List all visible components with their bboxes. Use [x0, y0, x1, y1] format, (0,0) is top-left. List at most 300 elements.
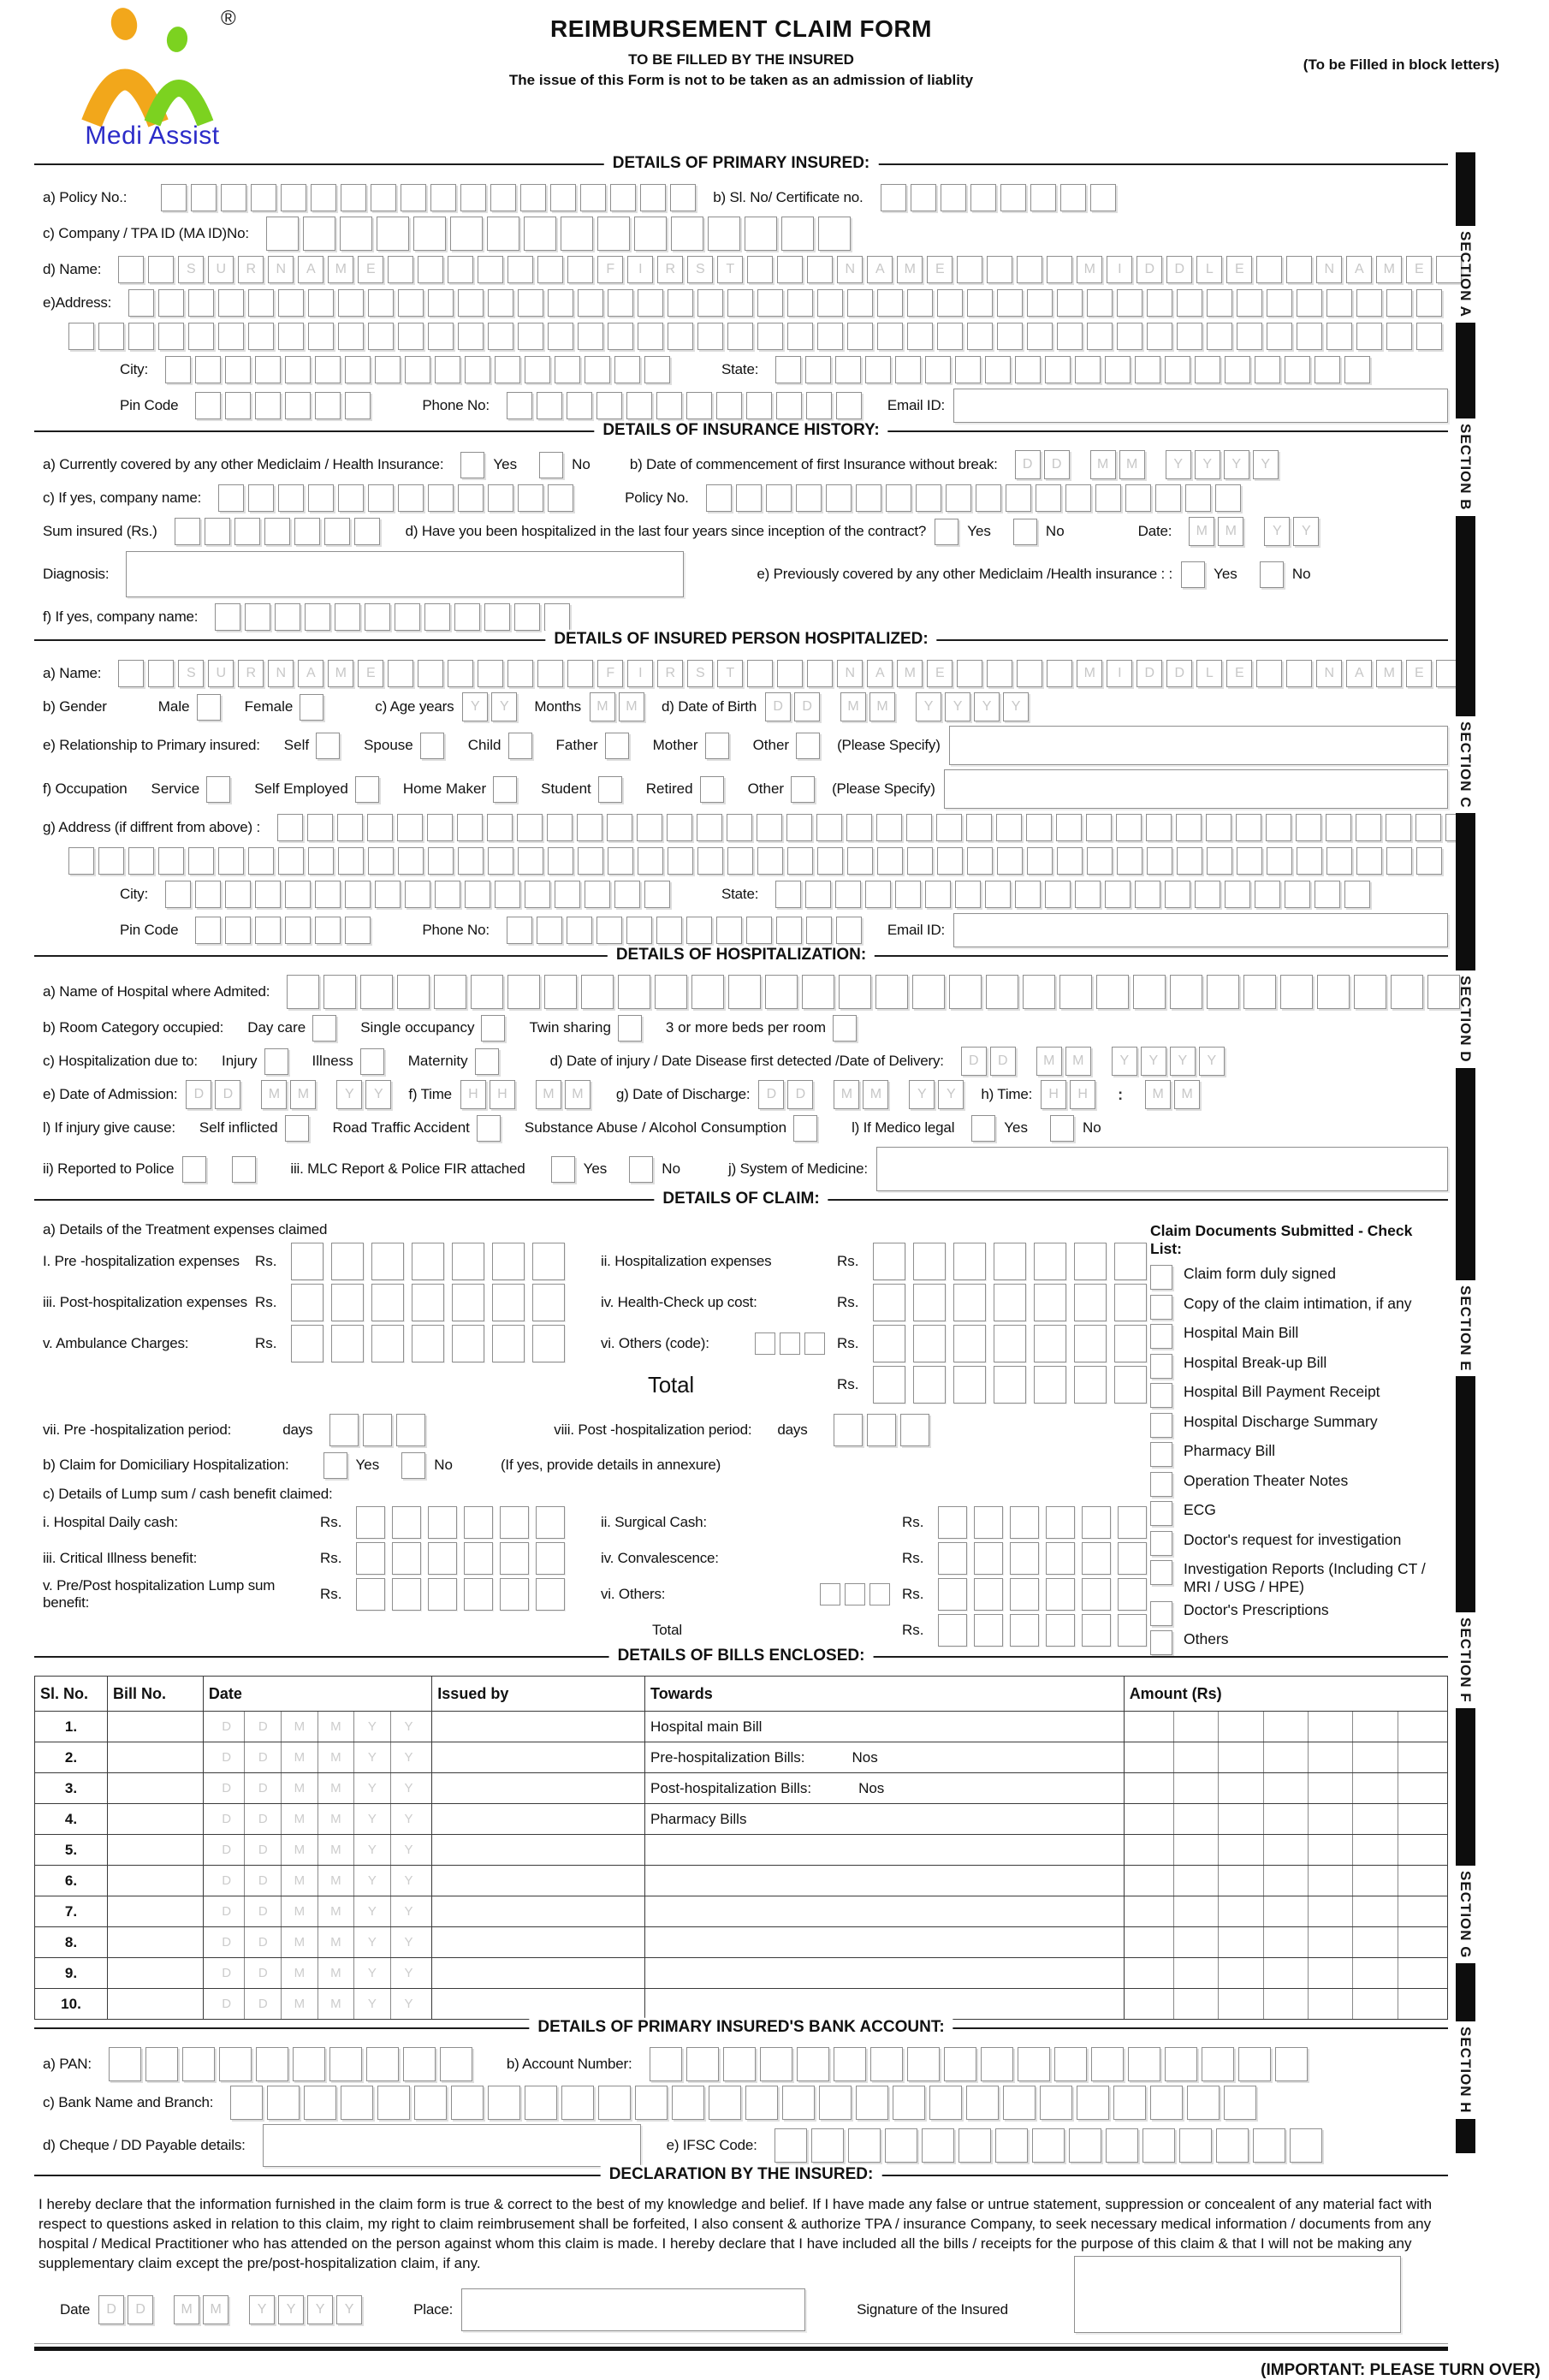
bill-towards-cell[interactable] — [645, 1866, 1125, 1896]
char-box[interactable] — [1034, 1366, 1066, 1404]
checklist-checkbox[interactable] — [1150, 1265, 1172, 1290]
char-box[interactable]: U — [208, 660, 234, 687]
char-box[interactable] — [925, 356, 951, 383]
char-box[interactable]: M — [1077, 660, 1102, 687]
char-box[interactable]: A — [1346, 660, 1372, 687]
amount-subcell[interactable] — [1263, 1712, 1308, 1742]
char-box[interactable] — [1150, 2086, 1183, 2120]
char-box[interactable] — [826, 484, 852, 512]
sum-insured-input[interactable] — [175, 518, 380, 545]
char-box[interactable] — [787, 323, 813, 350]
char-box[interactable] — [371, 1325, 404, 1362]
char-box[interactable] — [338, 484, 364, 512]
char-box[interactable] — [492, 1284, 525, 1321]
char-box[interactable] — [1087, 289, 1113, 317]
option-checkbox[interactable] — [285, 1115, 309, 1142]
char-box[interactable] — [532, 1325, 565, 1362]
char-box[interactable] — [428, 1578, 457, 1611]
amount-subcell[interactable] — [1352, 1989, 1397, 2019]
name-input[interactable] — [118, 256, 1462, 283]
char-box[interactable] — [1091, 2047, 1124, 2081]
char-box[interactable] — [578, 289, 603, 317]
bill-amount-cell[interactable] — [1124, 1804, 1447, 1835]
date-subcell[interactable]: D — [244, 1835, 281, 1865]
char-box[interactable] — [487, 217, 519, 251]
critical-illness-input[interactable] — [356, 1542, 565, 1575]
char-box[interactable] — [532, 1284, 565, 1321]
patient-email-input[interactable] — [953, 913, 1448, 947]
char-box[interactable] — [392, 1578, 421, 1611]
char-box[interactable] — [913, 1284, 946, 1321]
phone-input[interactable] — [507, 392, 862, 419]
amount-subcell[interactable] — [1352, 1896, 1397, 1926]
no-checkbox[interactable] — [1260, 561, 1284, 588]
char-box[interactable] — [548, 289, 573, 317]
char-box[interactable] — [1155, 484, 1181, 512]
char-box[interactable] — [697, 323, 723, 350]
char-box[interactable] — [1170, 975, 1202, 1009]
char-box[interactable] — [835, 881, 861, 908]
char-box[interactable] — [287, 975, 319, 1009]
date-subcell[interactable]: Y — [390, 1773, 427, 1803]
char-box[interactable] — [375, 881, 401, 908]
char-box[interactable] — [248, 289, 274, 317]
checklist-checkbox[interactable] — [1150, 1501, 1172, 1526]
char-box[interactable]: D — [765, 692, 791, 721]
char-box[interactable] — [218, 484, 244, 512]
amount-subcell[interactable] — [1173, 1896, 1218, 1926]
date-subcell[interactable]: D — [222, 1997, 232, 2011]
char-box[interactable] — [1027, 289, 1053, 317]
char-box[interactable] — [418, 660, 443, 687]
amount-subcell[interactable] — [1130, 1989, 1173, 2019]
char-box[interactable] — [1105, 356, 1131, 383]
char-box[interactable] — [412, 1325, 444, 1362]
bill-amount-cell[interactable] — [1124, 1742, 1447, 1773]
char-box[interactable] — [484, 603, 510, 631]
char-box[interactable] — [1207, 847, 1232, 875]
char-box[interactable] — [1082, 1506, 1111, 1539]
char-box[interactable]: D — [1166, 256, 1192, 283]
char-box[interactable] — [1135, 881, 1160, 908]
char-box[interactable] — [1128, 2047, 1160, 2081]
bill-date-cell[interactable] — [203, 1927, 431, 1958]
char-box[interactable] — [1165, 881, 1190, 908]
char-box[interactable] — [188, 289, 214, 317]
char-box[interactable] — [1356, 289, 1382, 317]
char-box[interactable] — [165, 356, 191, 383]
char-box[interactable] — [944, 2047, 976, 2081]
date-subcell[interactable]: Y — [353, 1958, 390, 1988]
bill-towards-cell[interactable]: Post-hospitalization Bills: Nos — [645, 1773, 1125, 1804]
char-box[interactable]: H — [490, 1080, 515, 1109]
char-box[interactable] — [434, 975, 466, 1009]
char-box[interactable] — [757, 847, 783, 875]
char-box[interactable] — [1105, 881, 1131, 908]
char-box[interactable] — [1146, 814, 1172, 841]
cheque-input[interactable] — [263, 2124, 641, 2167]
char-box[interactable] — [278, 323, 304, 350]
char-box[interactable] — [1034, 1325, 1066, 1362]
amount-subcell[interactable] — [1173, 1742, 1218, 1772]
char-box[interactable] — [807, 660, 833, 687]
amount-subcell[interactable] — [1218, 1927, 1262, 1957]
ambulance-input[interactable] — [291, 1325, 565, 1362]
char-box[interactable] — [536, 1542, 565, 1575]
char-box[interactable]: Y — [1170, 1047, 1196, 1076]
char-box[interactable] — [596, 917, 622, 944]
option-checkbox[interactable] — [360, 1048, 384, 1075]
dob-input[interactable] — [765, 692, 1029, 721]
char-box[interactable] — [913, 1243, 946, 1280]
char-box[interactable] — [518, 289, 543, 317]
char-box[interactable]: M — [1090, 450, 1116, 479]
char-box[interactable]: Y — [1166, 450, 1191, 479]
char-box[interactable]: D — [1137, 256, 1162, 283]
char-box[interactable] — [1237, 289, 1262, 317]
char-box[interactable]: Y — [1112, 1047, 1137, 1076]
char-box[interactable] — [248, 323, 274, 350]
ifyes-company2-input[interactable] — [215, 603, 570, 631]
char-box[interactable] — [955, 356, 981, 383]
char-box[interactable]: M — [1189, 517, 1214, 546]
char-box[interactable] — [464, 1578, 493, 1611]
yes-checkbox[interactable] — [935, 519, 958, 545]
char-box[interactable] — [1118, 1506, 1147, 1539]
char-box[interactable]: L — [1196, 256, 1222, 283]
date-subcell[interactable]: Y — [353, 1896, 390, 1926]
bill-towards-cell[interactable] — [645, 1989, 1125, 2020]
amount-subcell[interactable] — [1398, 1866, 1442, 1896]
char-box[interactable] — [873, 1366, 905, 1404]
char-box[interactable]: D — [128, 2295, 153, 2324]
char-box[interactable]: F — [597, 256, 623, 283]
char-box[interactable] — [895, 881, 921, 908]
char-box[interactable]: M — [203, 2295, 228, 2324]
char-box[interactable] — [1285, 356, 1310, 383]
char-box[interactable] — [345, 881, 371, 908]
occupation-options[interactable] — [128, 776, 816, 803]
char-box[interactable] — [1356, 847, 1382, 875]
char-box[interactable] — [356, 1578, 385, 1611]
decl-date-input[interactable] — [98, 2295, 362, 2324]
amount-subcell[interactable] — [1263, 1896, 1308, 1926]
char-box[interactable] — [395, 603, 420, 631]
char-box[interactable] — [1286, 660, 1312, 687]
bill-no-cell[interactable] — [107, 1896, 203, 1927]
char-box[interactable] — [585, 356, 610, 383]
amount-subcell[interactable] — [1263, 1927, 1308, 1957]
char-box[interactable] — [548, 847, 573, 875]
char-box[interactable] — [548, 323, 573, 350]
char-box[interactable] — [1118, 1578, 1147, 1611]
char-box[interactable]: M — [174, 2295, 199, 2324]
char-box[interactable] — [277, 814, 303, 841]
char-box[interactable] — [907, 2047, 940, 2081]
char-box[interactable] — [1090, 184, 1116, 211]
char-box[interactable] — [368, 323, 394, 350]
char-box[interactable] — [834, 1414, 863, 1446]
char-box[interactable] — [525, 881, 550, 908]
char-box[interactable] — [596, 392, 622, 419]
amount-subcell[interactable] — [1218, 1742, 1262, 1772]
date-subcell[interactable]: M — [318, 1989, 354, 2019]
char-box[interactable] — [392, 1542, 421, 1575]
char-box[interactable] — [148, 660, 174, 687]
char-box[interactable] — [614, 356, 640, 383]
char-box[interactable] — [1096, 975, 1129, 1009]
char-box[interactable] — [536, 1578, 565, 1611]
char-box[interactable] — [1117, 847, 1142, 875]
char-box[interactable]: L — [1196, 660, 1222, 687]
date-subcell[interactable]: M — [281, 1742, 318, 1772]
char-box[interactable] — [128, 847, 154, 875]
bill-amount-cell[interactable] — [1124, 1896, 1447, 1927]
char-box[interactable] — [1297, 323, 1322, 350]
date-subcell[interactable]: M — [318, 1742, 354, 1772]
char-box[interactable] — [697, 847, 723, 875]
char-box[interactable] — [775, 356, 801, 383]
diagnosis-input[interactable] — [126, 551, 684, 597]
char-box[interactable] — [365, 603, 390, 631]
char-box[interactable] — [307, 814, 333, 841]
char-box[interactable] — [550, 184, 576, 211]
char-box[interactable] — [610, 184, 636, 211]
char-box[interactable] — [760, 2047, 792, 2081]
char-box[interactable] — [967, 289, 993, 317]
char-box[interactable] — [805, 356, 831, 383]
char-box[interactable] — [281, 184, 306, 211]
char-box[interactable] — [1275, 2047, 1308, 2081]
admission-date-input[interactable] — [186, 1080, 391, 1109]
amount-subcell[interactable] — [1263, 1958, 1308, 1988]
amount-subcell[interactable] — [1398, 1712, 1442, 1742]
char-box[interactable] — [1047, 660, 1072, 687]
bill-towards-cell[interactable]: Hospital main Bill — [645, 1712, 1125, 1742]
char-box[interactable]: D — [990, 1047, 1016, 1076]
char-box[interactable] — [248, 847, 274, 875]
char-box[interactable] — [161, 184, 187, 211]
char-box[interactable] — [278, 484, 304, 512]
char-box[interactable] — [816, 814, 842, 841]
char-box[interactable]: D — [1166, 660, 1192, 687]
time-f-input[interactable] — [460, 1080, 591, 1109]
char-box[interactable] — [225, 917, 251, 944]
patient-address-input-2[interactable] — [68, 847, 1442, 875]
amount-subcell[interactable] — [1352, 1804, 1397, 1834]
char-box[interactable] — [356, 1506, 385, 1539]
char-box[interactable] — [781, 217, 814, 251]
char-box[interactable] — [806, 917, 832, 944]
char-box[interactable] — [994, 1243, 1026, 1280]
date-subcell[interactable]: M — [281, 1804, 318, 1834]
char-box[interactable] — [1255, 881, 1280, 908]
char-box[interactable]: M — [290, 1080, 316, 1109]
char-box[interactable]: Y — [336, 1080, 362, 1109]
char-box[interactable] — [938, 1542, 967, 1575]
char-box[interactable] — [458, 847, 484, 875]
age-months-input[interactable] — [590, 692, 644, 721]
date-subcell[interactable]: D — [222, 1966, 232, 1980]
date-subcell[interactable]: Y — [390, 1712, 427, 1742]
char-box[interactable]: N — [268, 660, 294, 687]
char-box[interactable] — [913, 1325, 946, 1362]
char-box[interactable] — [877, 289, 903, 317]
amount-subcell[interactable] — [1173, 1927, 1218, 1957]
char-box[interactable] — [893, 2086, 925, 2120]
date-subcell[interactable]: M — [318, 1896, 354, 1926]
char-box[interactable] — [995, 2128, 1028, 2163]
char-box[interactable] — [1082, 1578, 1111, 1611]
char-box[interactable] — [398, 323, 424, 350]
char-box[interactable] — [412, 1243, 444, 1280]
char-box[interactable]: A — [298, 256, 323, 283]
bill-no-cell[interactable] — [107, 1927, 203, 1958]
char-box[interactable] — [846, 814, 872, 841]
email-input[interactable] — [953, 389, 1448, 423]
date-subcell[interactable]: D — [244, 1958, 281, 1988]
date-subcell[interactable]: Y — [353, 1773, 390, 1803]
char-box[interactable] — [634, 217, 667, 251]
char-box[interactable]: Y — [491, 692, 517, 721]
char-box[interactable] — [555, 881, 580, 908]
char-box[interactable] — [1165, 356, 1190, 383]
char-box[interactable]: Y — [909, 1080, 935, 1109]
char-box[interactable] — [323, 975, 356, 1009]
char-box[interactable] — [230, 2086, 263, 2120]
pre-period-input[interactable] — [329, 1414, 425, 1446]
amount-subcell[interactable] — [1308, 1742, 1352, 1772]
signature-input[interactable] — [1074, 2256, 1401, 2333]
char-box[interactable] — [1077, 2086, 1109, 2120]
place-input[interactable] — [461, 2288, 805, 2331]
date-subcell[interactable]: D — [222, 1812, 232, 1826]
char-box[interactable] — [148, 256, 174, 283]
date-subcell[interactable]: M — [318, 1712, 354, 1742]
char-box[interactable] — [536, 1506, 565, 1539]
char-box[interactable] — [929, 2086, 962, 2120]
amount-subcell[interactable] — [1398, 1773, 1442, 1803]
amount-subcell[interactable] — [1352, 1958, 1397, 1988]
char-box[interactable] — [668, 847, 693, 875]
char-box[interactable] — [845, 1583, 865, 1605]
char-box[interactable] — [285, 356, 311, 383]
char-box[interactable] — [145, 2047, 178, 2081]
char-box[interactable] — [331, 1284, 364, 1321]
char-box[interactable] — [997, 847, 1023, 875]
char-box[interactable] — [1069, 2128, 1101, 2163]
others-amount-input[interactable] — [873, 1325, 1147, 1362]
char-box[interactable] — [458, 484, 484, 512]
char-box[interactable] — [507, 392, 532, 419]
char-box[interactable] — [1354, 975, 1386, 1009]
char-box[interactable] — [797, 2047, 829, 2081]
char-box[interactable] — [796, 484, 822, 512]
char-box[interactable] — [567, 392, 592, 419]
char-box[interactable] — [561, 217, 593, 251]
date-subcell[interactable]: D — [222, 1750, 232, 1765]
char-box[interactable]: M — [897, 256, 923, 283]
char-box[interactable] — [360, 975, 393, 1009]
reported-police-checkbox-1[interactable] — [182, 1156, 206, 1183]
char-box[interactable] — [1114, 1366, 1147, 1404]
char-box[interactable]: Y — [945, 692, 970, 721]
checklist-checkbox[interactable] — [1150, 1354, 1172, 1379]
char-box[interactable] — [324, 518, 350, 545]
bill-amount-cell[interactable] — [1124, 1712, 1447, 1742]
date-subcell[interactable]: M — [281, 1835, 318, 1865]
char-box[interactable] — [913, 1366, 946, 1404]
bill-date-cell[interactable] — [203, 1958, 431, 1989]
char-box[interactable]: Y — [1199, 1047, 1225, 1076]
char-box[interactable] — [488, 847, 513, 875]
char-box[interactable] — [392, 1506, 421, 1539]
char-box[interactable] — [245, 603, 270, 631]
char-box[interactable] — [691, 975, 724, 1009]
char-box[interactable] — [354, 518, 380, 545]
char-box[interactable] — [182, 2047, 215, 2081]
char-box[interactable] — [291, 1325, 323, 1362]
char-box[interactable] — [337, 814, 363, 841]
date-subcell[interactable]: Y — [390, 1866, 427, 1896]
char-box[interactable] — [958, 2128, 991, 2163]
char-box[interactable] — [518, 484, 543, 512]
pin-input[interactable] — [195, 392, 371, 419]
state-input[interactable] — [775, 356, 1370, 383]
char-box[interactable]: E — [358, 660, 383, 687]
char-box[interactable] — [1266, 814, 1291, 841]
char-box[interactable] — [966, 814, 992, 841]
char-box[interactable] — [946, 484, 971, 512]
bill-issued-cell[interactable] — [432, 1958, 645, 1989]
char-box[interactable] — [128, 289, 154, 317]
reported-police-checkbox-2[interactable] — [232, 1156, 256, 1183]
char-box[interactable] — [398, 484, 424, 512]
char-box[interactable] — [807, 256, 833, 283]
amount-subcell[interactable] — [1218, 1773, 1262, 1803]
patient-phone-input[interactable] — [507, 917, 862, 944]
date-subcell[interactable]: M — [281, 1896, 318, 1926]
char-box[interactable] — [537, 660, 563, 687]
amount-subcell[interactable] — [1308, 1804, 1352, 1834]
char-box[interactable] — [1026, 814, 1052, 841]
char-box[interactable] — [895, 356, 921, 383]
char-box[interactable] — [806, 392, 832, 419]
char-box[interactable] — [1356, 323, 1382, 350]
date-subcell[interactable]: M — [281, 1927, 318, 1957]
bill-date-cell[interactable] — [203, 1835, 431, 1866]
char-box[interactable] — [847, 323, 873, 350]
char-box[interactable]: D — [186, 1080, 211, 1109]
date-subcell[interactable]: Y — [390, 1742, 427, 1772]
char-box[interactable] — [1116, 814, 1142, 841]
char-box[interactable] — [1416, 289, 1442, 317]
char-box[interactable] — [555, 356, 580, 383]
char-box[interactable] — [1147, 847, 1172, 875]
date-subcell[interactable]: Y — [390, 1958, 427, 1988]
char-box[interactable] — [225, 356, 251, 383]
char-box[interactable] — [413, 217, 446, 251]
char-box[interactable] — [727, 289, 753, 317]
bill-no-cell[interactable] — [107, 1773, 203, 1804]
char-box[interactable] — [1074, 1366, 1107, 1404]
bill-date-cell[interactable] — [203, 1773, 431, 1804]
char-box[interactable]: M — [590, 692, 615, 721]
char-box[interactable] — [957, 660, 982, 687]
char-box[interactable]: U — [208, 256, 234, 283]
char-box[interactable] — [875, 975, 908, 1009]
char-box[interactable] — [839, 975, 871, 1009]
